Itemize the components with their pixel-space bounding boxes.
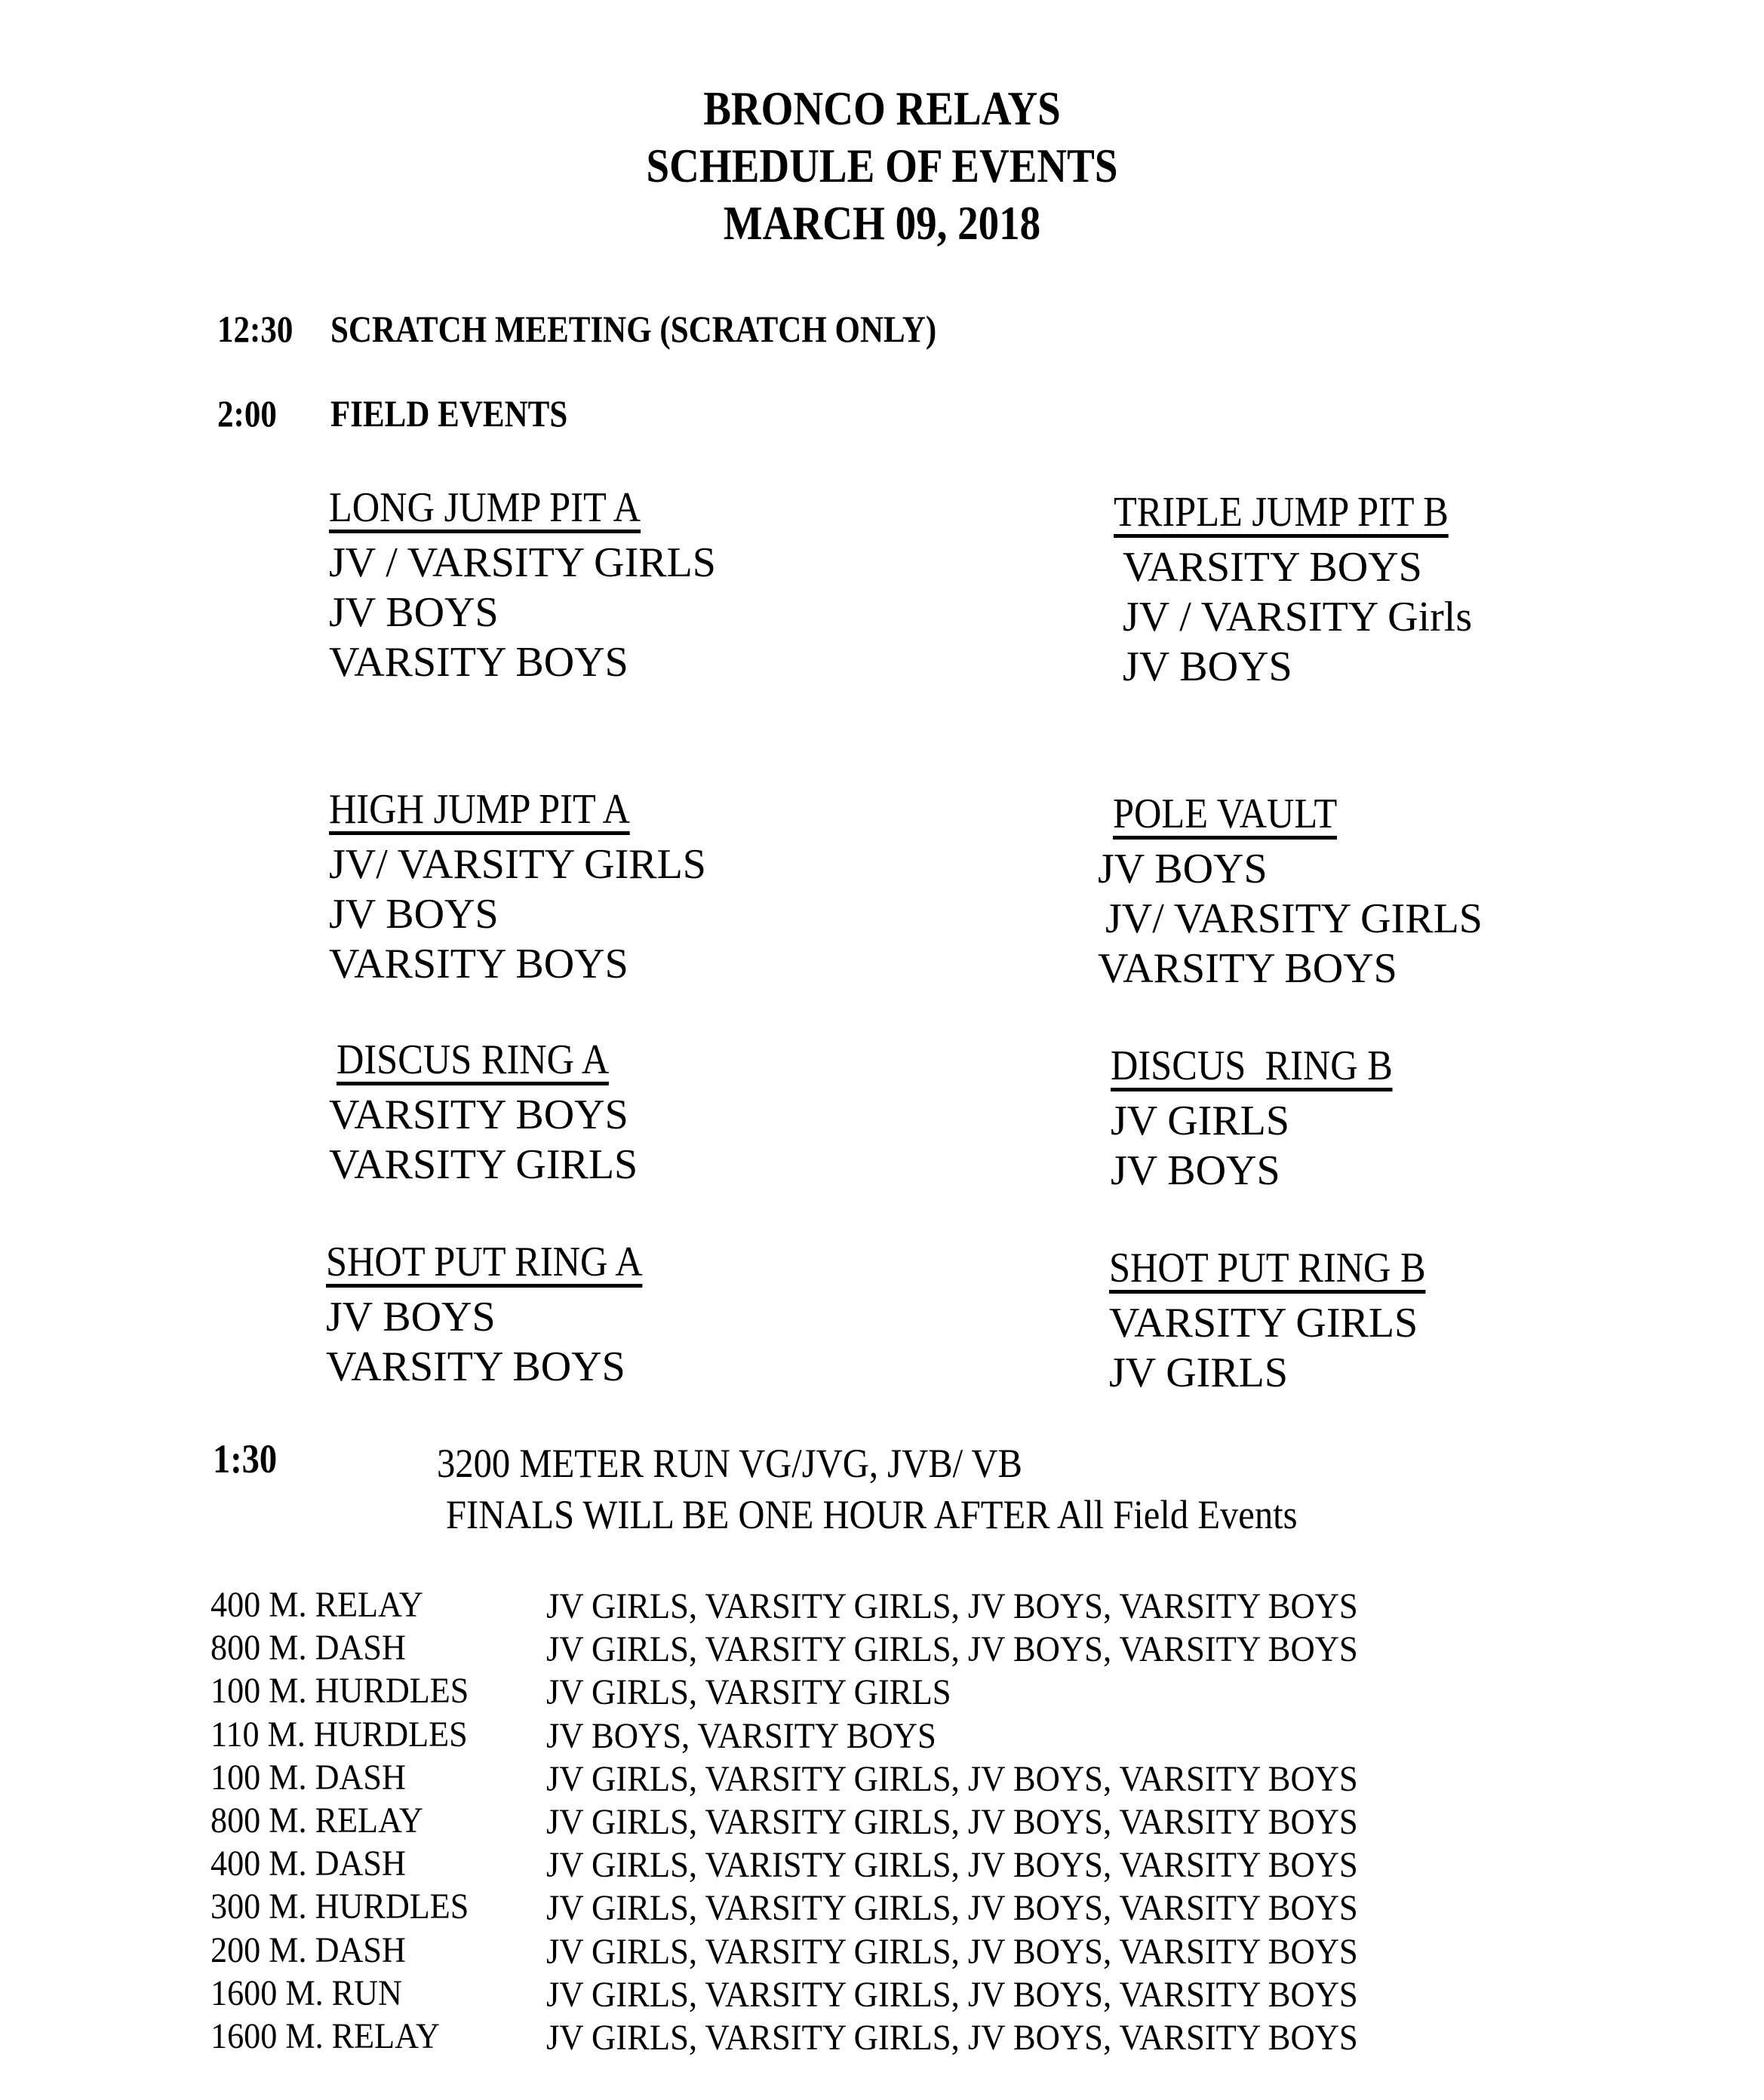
- field-block-high-jump: [329, 784, 706, 989]
- running-finals-note: FINALS WILL BE ONE HOUR AFTER All Field Events: [446, 1492, 1298, 1537]
- field-header: DISCUS RING B: [1111, 1045, 1393, 1091]
- field-header: HIGH JUMP PIT A: [329, 789, 630, 835]
- field-line: JV BOYS: [1098, 846, 1268, 892]
- field-line: VARSITY BOYS: [1123, 544, 1422, 591]
- running-event-list: [211, 1584, 1538, 2059]
- event-name: 400 M. DASH: [211, 1844, 406, 1884]
- field-block-discus-b: [1111, 1041, 1424, 1196]
- event-groups: JV GIRLS, VARSITY GIRLS, JV BOYS, VARSITY BOYS: [546, 1974, 1358, 2015]
- event-name: 110 M. HURDLES: [211, 1714, 468, 1755]
- scratch-label: SCRATCH MEETING (SCRATCH ONLY): [330, 308, 937, 350]
- event-row: [211, 1584, 1538, 1627]
- field-header: POLE VAULT: [1113, 794, 1337, 840]
- field-block-discus-a: [329, 1035, 639, 1190]
- field-header: DISCUS RING A: [337, 1039, 609, 1085]
- field-line: JV / VARSITY GIRLS: [329, 539, 716, 586]
- field-line: JV GIRLS: [1109, 1349, 1289, 1396]
- field-time: 2:00: [217, 392, 277, 434]
- title-schedule: SCHEDULE OF EVENTS: [646, 139, 1118, 192]
- field-line: VARSITY BOYS: [329, 1091, 628, 1138]
- field-line: JV BOYS: [329, 589, 499, 636]
- event-name: 1600 M. RELAY: [211, 2016, 440, 2056]
- field-line: JV BOYS: [1111, 1147, 1280, 1194]
- field-line: JV BOYS: [329, 891, 499, 938]
- field-line: JV / VARSITY Girls: [1123, 594, 1473, 640]
- event-name: 800 M. DASH: [211, 1628, 406, 1669]
- field-line: VARSITY GIRLS: [329, 1141, 638, 1188]
- event-row: [211, 1800, 1538, 1843]
- field-block-shot-put-b: [1109, 1243, 1461, 1398]
- event-row: [211, 1886, 1538, 1929]
- title-meet-name: BRONCO RELAYS: [703, 81, 1061, 135]
- event-groups: JV GIRLS, VARISTY GIRLS, JV BOYS, VARSITY BOYS: [546, 1845, 1358, 1886]
- event-groups: JV GIRLS, VARSITY GIRLS, JV BOYS, VARSITY BOYS: [546, 1758, 1358, 1799]
- event-name: 400 M. RELAY: [211, 1585, 423, 1625]
- field-line: VARSITY BOYS: [329, 941, 628, 987]
- event-name: 100 M. HURDLES: [211, 1671, 469, 1712]
- running-3200-line: 3200 METER RUN VG/JVG, JVB/ VB: [437, 1441, 1022, 1486]
- field-block-triple-jump: [1114, 487, 1486, 692]
- event-name: 1600 M. RUN: [211, 1973, 402, 2013]
- event-row: [211, 1714, 1538, 1757]
- field-header: LONG JUMP PIT A: [329, 487, 641, 533]
- field-line: VARSITY BOYS: [1098, 945, 1397, 992]
- event-row: [211, 1627, 1538, 1670]
- scratch-time: 12:30: [217, 308, 293, 350]
- event-groups: JV BOYS, VARSITY BOYS: [546, 1715, 936, 1756]
- field-block-shot-put-a: [326, 1237, 678, 1392]
- event-groups: JV GIRLS, VARSITY GIRLS, JV BOYS, VARSITY BOYS: [546, 1629, 1358, 1670]
- event-name: 300 M. HURDLES: [211, 1887, 469, 1927]
- event-row: [211, 1843, 1538, 1886]
- field-line: JV GIRLS: [1111, 1098, 1290, 1144]
- field-block-long-jump: [329, 483, 716, 687]
- running-time: 1:30: [213, 1436, 278, 1481]
- event-row: [211, 1973, 1538, 2016]
- field-header: SHOT PUT RING A: [326, 1242, 643, 1288]
- field-label: FIELD EVENTS: [330, 392, 568, 434]
- title-date: MARCH 09, 2018: [723, 196, 1041, 250]
- field-header: SHOT PUT RING B: [1109, 1248, 1426, 1294]
- event-groups: JV GIRLS, VARSITY GIRLS, JV BOYS, VARSITY BOYS: [546, 1931, 1358, 1972]
- field-header: TRIPLE JUMP PIT B: [1114, 492, 1449, 538]
- field-line: JV BOYS: [326, 1294, 496, 1340]
- field-line: JV/ VARSITY GIRLS: [1105, 895, 1483, 942]
- event-row: [211, 1930, 1538, 1973]
- field-block-pole-vault: [1098, 789, 1483, 993]
- event-name: 100 M. DASH: [211, 1757, 406, 1798]
- event-row: [211, 1757, 1538, 1800]
- event-groups: JV GIRLS, VARSITY GIRLS, JV BOYS, VARSITY BOYS: [546, 1586, 1358, 1626]
- field-line: JV/ VARSITY GIRLS: [329, 841, 706, 888]
- field-line: VARSITY BOYS: [329, 639, 628, 686]
- event-groups: JV GIRLS, VARSITY GIRLS, JV BOYS, VARSITY BOYS: [546, 2017, 1358, 2058]
- event-name: 200 M. DASH: [211, 1930, 406, 1970]
- field-line: VARSITY BOYS: [326, 1343, 625, 1390]
- event-groups: JV GIRLS, VARSITY GIRLS: [546, 1672, 951, 1713]
- field-line: VARSITY GIRLS: [1109, 1300, 1418, 1346]
- event-row: [211, 2016, 1538, 2059]
- event-groups: JV GIRLS, VARSITY GIRLS, JV BOYS, VARSITY BOYS: [546, 1888, 1358, 1929]
- field-line: JV BOYS: [1123, 643, 1292, 690]
- event-row: [211, 1670, 1538, 1713]
- event-groups: JV GIRLS, VARSITY GIRLS, JV BOYS, VARSITY BOYS: [546, 1801, 1358, 1842]
- event-name: 800 M. RELAY: [211, 1800, 423, 1841]
